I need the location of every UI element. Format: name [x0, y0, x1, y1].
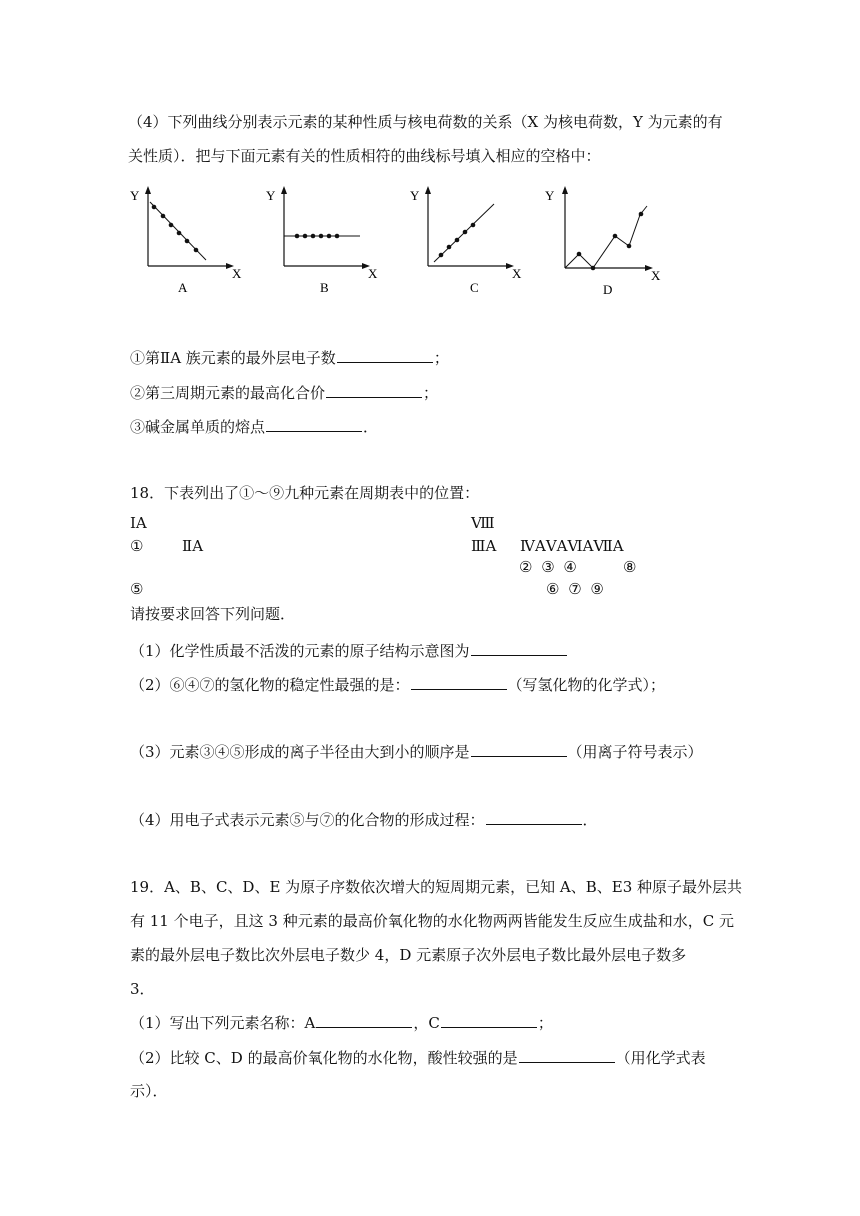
- q18-part4-text: （4）用电子式表示元素⑤与⑦的化合物的形成过程：: [130, 811, 485, 829]
- q17-item1-end: ；: [433, 349, 449, 367]
- element-8: ⑧: [623, 558, 637, 576]
- graph-b: [264, 178, 389, 298]
- q17-item1-text: ①第ⅡA 族元素的最外层电子数: [130, 349, 336, 367]
- answer-blank-a[interactable]: [316, 1013, 412, 1028]
- graph-c-y-label: Y: [410, 188, 420, 203]
- q18-part4: [130, 810, 598, 830]
- q18-part4-end: ．: [582, 811, 598, 829]
- groups-iva-viia: ⅣAⅤAⅥAⅦA: [520, 537, 624, 555]
- q19-part2-line2: 示）．: [130, 1082, 168, 1100]
- q18-title: 18．下表列出了①～⑨九种元素在周期表中的位置：: [130, 484, 480, 502]
- q19-part1-end: ；: [537, 1014, 553, 1032]
- q19-line2: 有 11 个电子，且这 3 种元素的最高价氧化物的水化物两两皆能发生反应生成盐和水，C 元: [130, 912, 734, 930]
- q19-part2: [130, 1048, 706, 1068]
- answer-blank[interactable]: [471, 742, 567, 757]
- q19-line1: 19．A、B、C、D、E 为原子序数依次增大的短周期元素，已知 A、B、E3 种原子最外层共: [130, 878, 743, 896]
- graph-d-y-label: Y: [545, 188, 555, 203]
- q18-part2: [130, 675, 665, 695]
- q17-intro-line2: 关性质）．把与下面元素有关的性质相符的曲线标号填入相应的空格中：: [128, 147, 601, 165]
- q17-item2: [130, 383, 438, 403]
- q18-part3: [130, 742, 703, 762]
- graph-c-x-label: X: [512, 266, 522, 281]
- answer-blank[interactable]: [326, 383, 422, 398]
- element-1: ①: [130, 537, 144, 555]
- q19-part2-text: （2）比较 C、D 的最高价氧化物的水化物，酸性较强的是: [130, 1049, 518, 1067]
- group-viii: Ⅷ: [471, 514, 495, 532]
- graph-d: [543, 178, 668, 298]
- q17-item1: [130, 348, 449, 368]
- group-iiia: ⅢA: [471, 537, 497, 555]
- elements-6-7-9: ⑥ ⑦ ⑨: [546, 580, 606, 598]
- graph-a: [128, 178, 253, 298]
- answer-blank[interactable]: [337, 348, 433, 363]
- q17-intro-line1: （4）下列曲线分别表示元素的某种性质与核电荷数的关系（X 为核电荷数，Y 为元素的有: [128, 113, 723, 131]
- q17-item3-text: ③碱金属单质的熔点: [130, 418, 266, 436]
- q19-part1-text: （1）写出下列元素名称：A: [130, 1014, 316, 1032]
- graph-c-label: C: [470, 280, 479, 295]
- q18-part2-note: （写氢化物的化学式）；: [507, 676, 666, 694]
- q17-item2-end: ；: [423, 384, 439, 402]
- answer-blank[interactable]: [411, 675, 507, 690]
- graph-d-label: D: [603, 282, 613, 297]
- q18-part1: [130, 641, 568, 661]
- graph-a-label: A: [178, 280, 188, 295]
- q18-part1-text: （1）化学性质最不活泼的元素的原子结构示意图为: [130, 642, 470, 660]
- q18-instruction: 请按要求回答下列问题．: [130, 605, 296, 623]
- graph-a-x-label: X: [232, 266, 242, 281]
- q19-part2-note: （用化学式表: [615, 1049, 706, 1067]
- graph-d-x-label: X: [651, 268, 661, 283]
- element-5: ⑤: [130, 580, 144, 598]
- graph-b-x-label: X: [368, 266, 378, 281]
- property-graphs: [128, 178, 668, 298]
- q19-line3: 素的最外层电子数比次外层电子数少 4，D 元素原子次外层电子数比最外层电子数多: [130, 946, 687, 964]
- graph-b-y-label: Y: [266, 188, 276, 203]
- q17-item2-text: ②第三周期元素的最高化合价: [130, 384, 326, 402]
- answer-blank[interactable]: [266, 417, 362, 432]
- answer-blank[interactable]: [519, 1048, 615, 1063]
- q19-part1-mid: ，C: [413, 1014, 440, 1032]
- answer-blank-c[interactable]: [441, 1013, 537, 1028]
- group-iia: ⅡA: [182, 537, 204, 555]
- q19-part1: [130, 1013, 553, 1033]
- answer-blank[interactable]: [471, 641, 567, 656]
- answer-blank[interactable]: [486, 810, 582, 825]
- q17-item3-end: ．: [363, 418, 379, 436]
- elements-2-3-4: ② ③ ④: [519, 558, 579, 576]
- graph-c: [408, 178, 533, 298]
- q18-part3-text: （3）元素③④⑤形成的离子半径由大到小的顺序是: [130, 743, 470, 761]
- graph-b-label: B: [320, 280, 329, 295]
- q18-part2-text: （2）⑥④⑦的氢化物的稳定性最强的是：: [130, 676, 410, 694]
- q19-line4: 3．: [130, 980, 155, 998]
- group-ia: ⅠA: [130, 514, 147, 532]
- q17-item3: [130, 417, 378, 437]
- q18-part3-note: （用离子符号表示）: [567, 743, 703, 761]
- graph-a-y-label: Y: [130, 188, 140, 203]
